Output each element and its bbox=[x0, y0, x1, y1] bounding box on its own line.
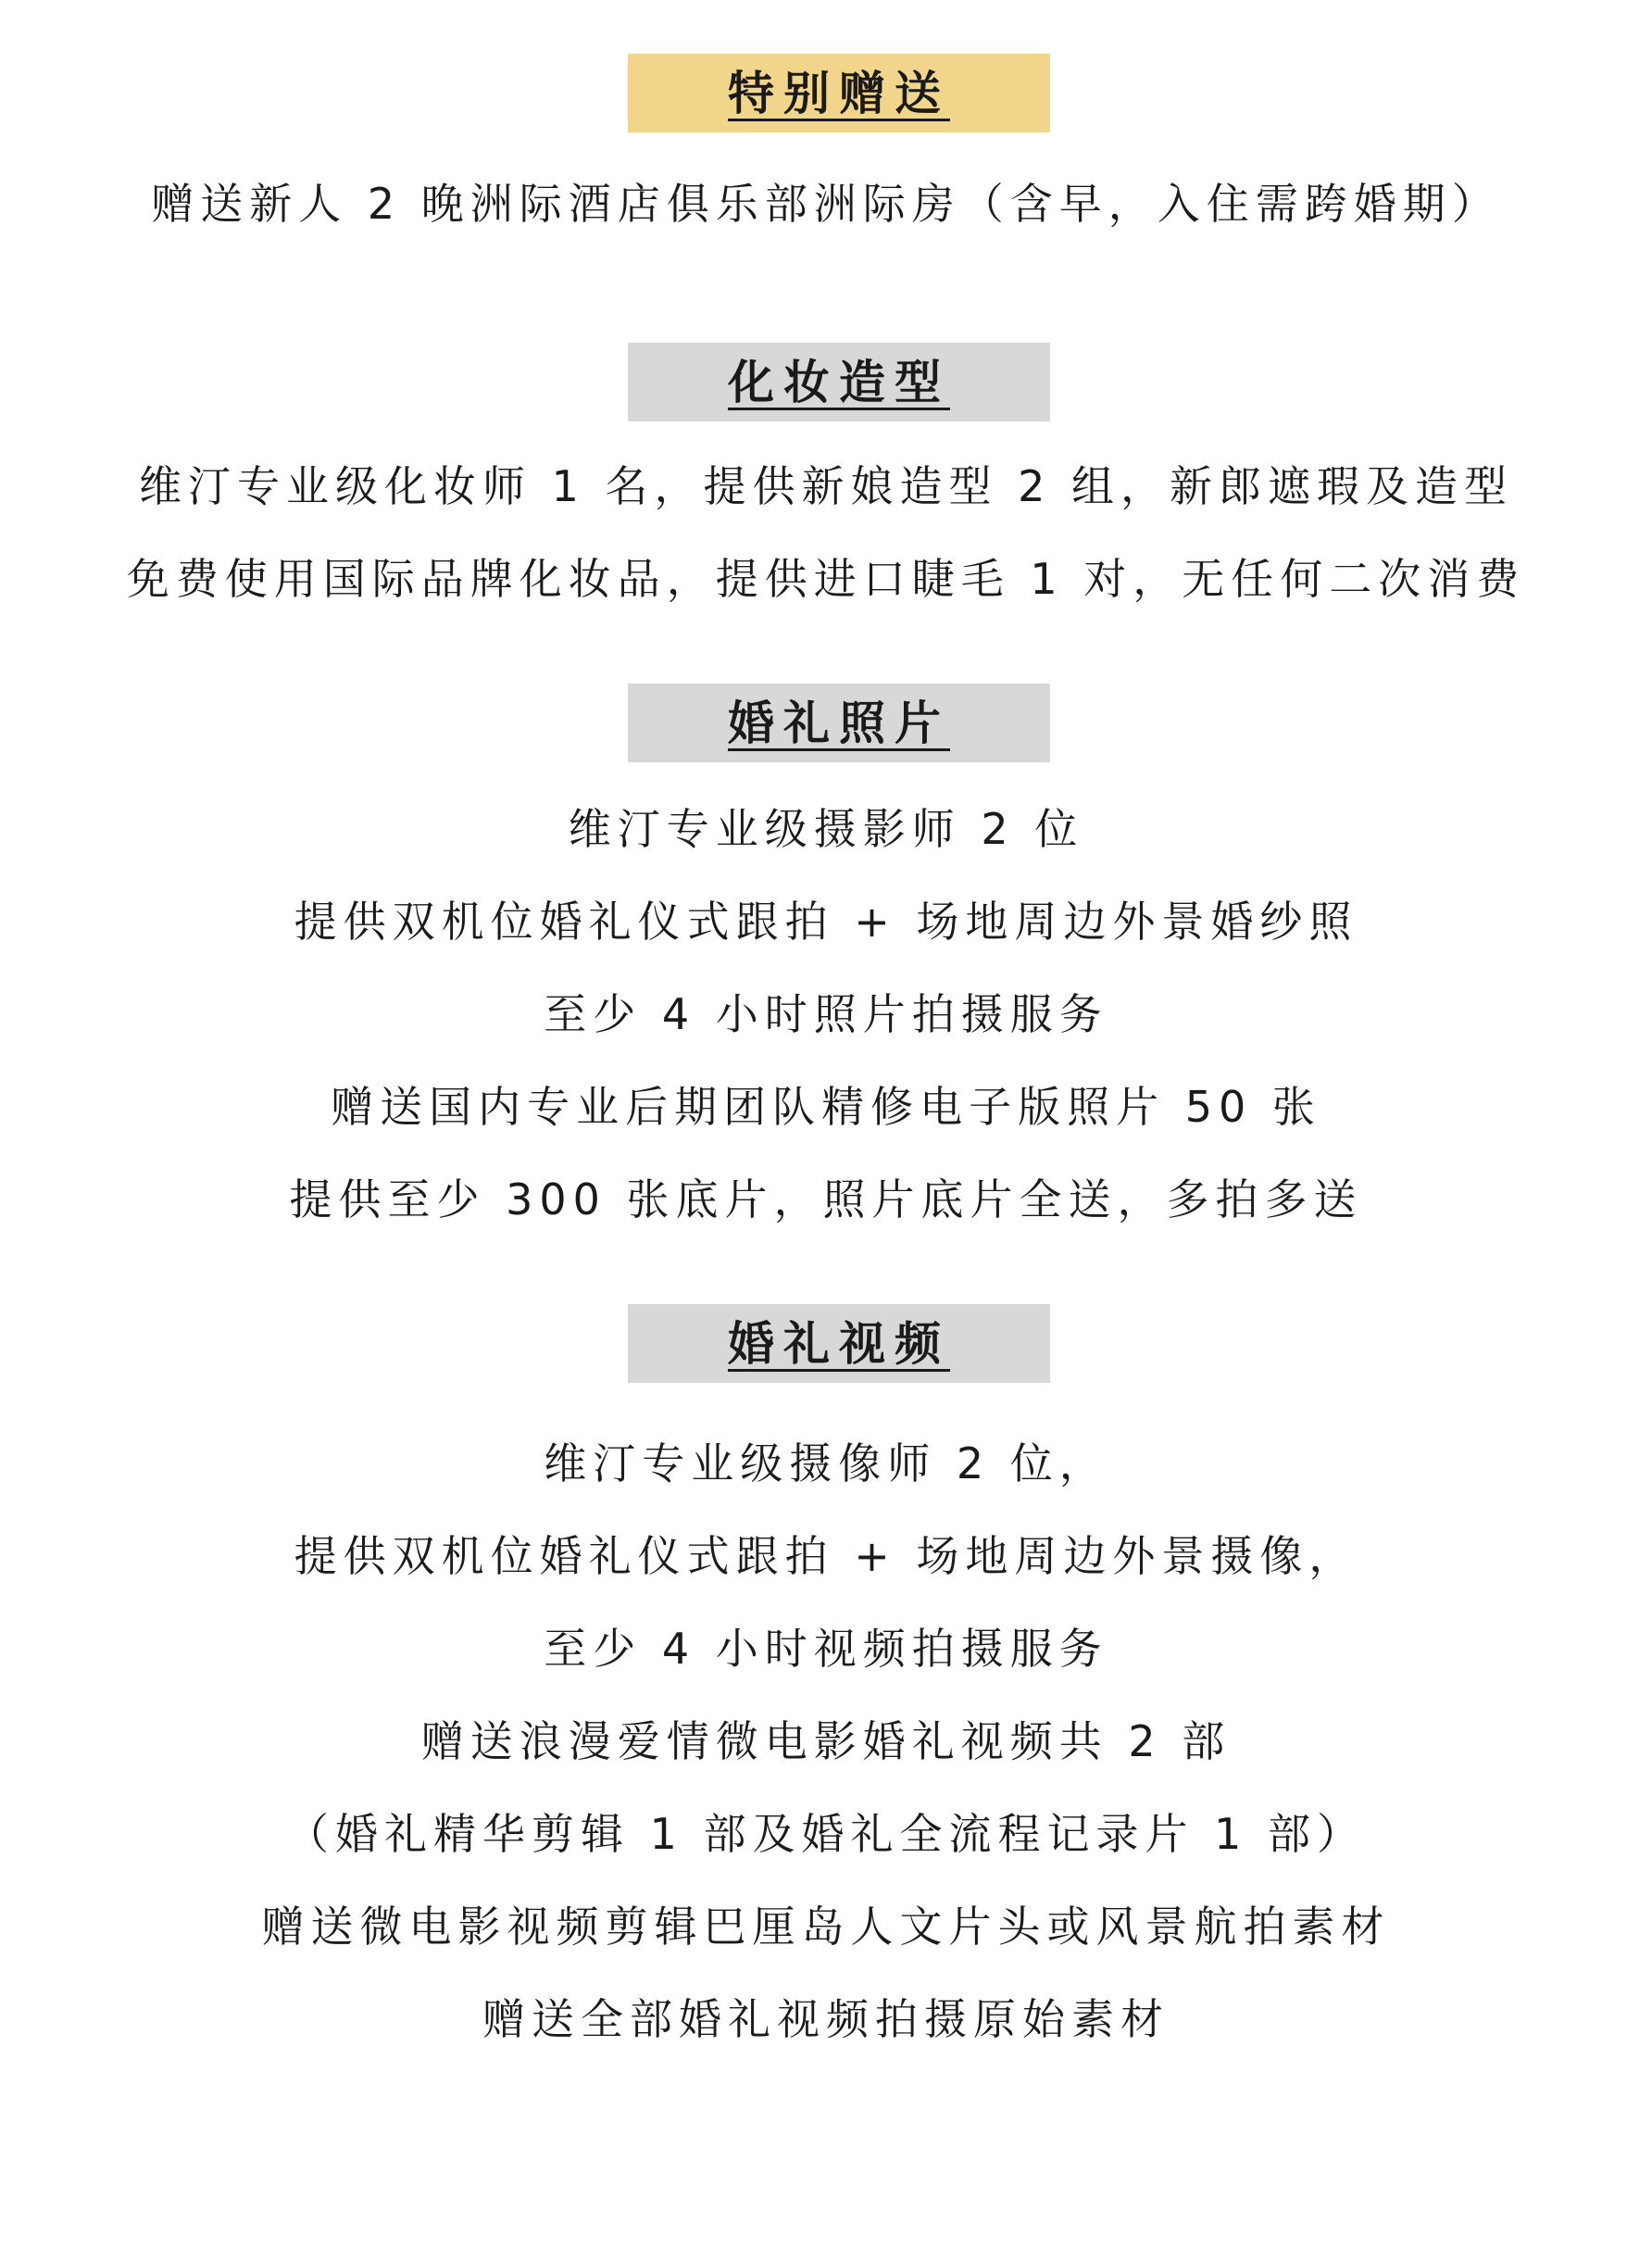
section-title-gift: 特别赠送 bbox=[728, 66, 950, 120]
makeup-line: 维汀专业级化妆师 1 名，提供新娘造型 2 组，新郎遮瑕及造型 bbox=[138, 461, 1514, 511]
video-line: 维汀专业级摄像师 2 位， bbox=[544, 1438, 1108, 1488]
photo-line: 维汀专业级摄影师 2 位 bbox=[568, 804, 1084, 854]
makeup-line: 免费使用国际品牌化妆品，提供进口睫毛 1 对，无任何二次消费 bbox=[126, 554, 1526, 604]
video-line: 提供双机位婚礼仪式跟拍 + 场地周边外景摄像， bbox=[294, 1531, 1358, 1581]
photo-line: 至少 4 小时照片拍摄服务 bbox=[544, 989, 1108, 1039]
gift-line: 赠送新人 2 晚洲际酒店俱乐部洲际房（含早，入住需跨婚期） bbox=[151, 179, 1501, 229]
video-line: 赠送浪漫爱情微电影婚礼视频共 2 部 bbox=[420, 1716, 1232, 1766]
photo-line: 赠送国内专业后期团队精修电子版照片 50 张 bbox=[331, 1082, 1321, 1132]
video-line: （婚礼精华剪辑 1 部及婚礼全流程记录片 1 部） bbox=[285, 1809, 1367, 1859]
section-title-video: 婚礼视频 bbox=[728, 1316, 950, 1371]
section-heading-gift bbox=[628, 54, 1050, 132]
section-heading-video bbox=[628, 1304, 1050, 1383]
video-line: 至少 4 小时视频拍摄服务 bbox=[544, 1624, 1108, 1674]
section-title-makeup: 化妆造型 bbox=[728, 355, 950, 409]
photo-line: 提供双机位婚礼仪式跟拍 + 场地周边外景婚纱照 bbox=[294, 897, 1358, 947]
section-heading-makeup bbox=[628, 343, 1050, 421]
video-line: 赠送微电影视频剪辑巴厘岛人文片头或风景航拍素材 bbox=[261, 1902, 1391, 1952]
section-heading-photo bbox=[628, 684, 1050, 762]
section-title-photo: 婚礼照片 bbox=[728, 696, 950, 750]
photo-line: 提供至少 300 张底片，照片底片全送，多拍多送 bbox=[289, 1174, 1363, 1224]
video-line: 赠送全部婚礼视频拍摄原始素材 bbox=[482, 1994, 1170, 2044]
